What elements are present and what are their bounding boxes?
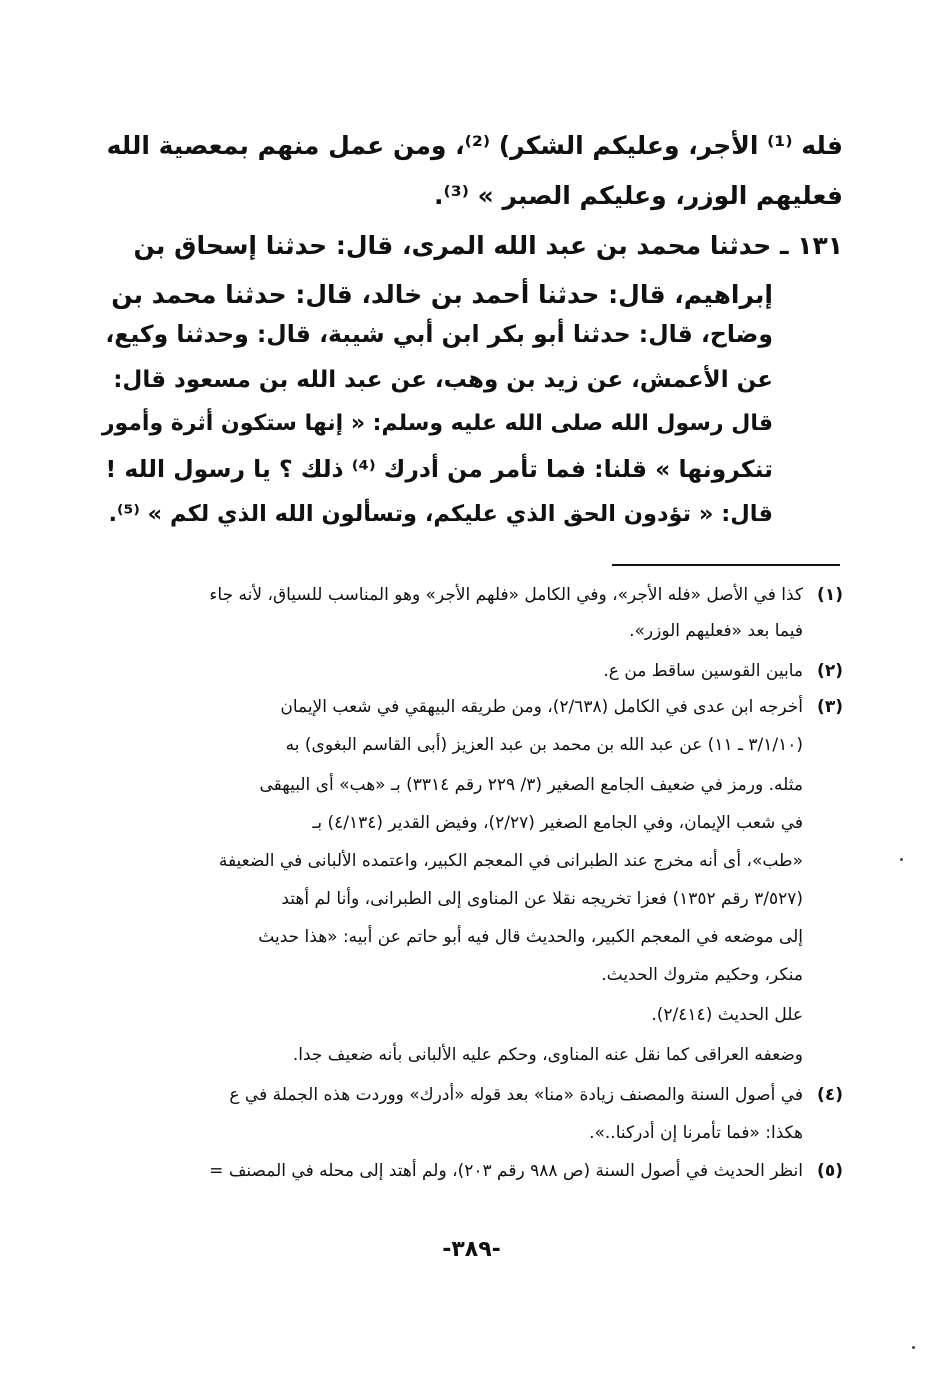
footnote-line: انظر الحديث في أصول السنة (ص ٩٨٨ رقم ٢٠٣)، ولم أهتد إلى محله في المصنف =	[209, 1161, 803, 1181]
main-text-line: تنكرونها » قلنا: فما تأمر من أدرك ⁽⁴⁾ ذلك ؟ يا رسول الله !	[105, 455, 773, 483]
footnote-number: (١)	[817, 585, 843, 605]
main-text-line: قال: « تؤدون الحق الذي عليكم، وتسألون الله الذي لكم » ⁽⁵⁾.	[108, 501, 773, 527]
footnote-line: كذا في الأصل «فله الأجر»، وفي الكامل «فلهم الأجر» وهو المناسب للسياق، لأنه جاء	[209, 585, 803, 605]
main-text-line: عن الأعمش، عن زيد بن وهب، عن عبد الله بن مسعود قال:	[113, 367, 773, 393]
main-text-line: فعليهم الوزر، وعليكم الصبر » ⁽³⁾.	[434, 181, 843, 210]
footnote-line: مثله. ورمز في ضعيف الجامع الصغير (٣/ ٢٢٩ رقم ٣٣١٤) بـ «هب» أى البيهقى	[259, 775, 803, 795]
scan-speck	[912, 1346, 915, 1349]
scan-speck	[900, 858, 903, 861]
footnote-line: (٣/٥٢٧ رقم ١٣٥٢) فعزا تخريجه نقلا عن المناوى إلى الطبرانى، وأنا لم أهتد	[281, 889, 803, 909]
footnote-line: وضعفه العراقى كما نقل عنه المناوى، وحكم عليه الألبانى بأنه ضعيف جدا.	[292, 1045, 803, 1065]
footnote-line: في أصول السنة والمصنف زيادة «منا» بعد قوله «أدرك» ووردت هذه الجملة في ع	[229, 1085, 803, 1105]
main-text-line: إبراهيم، قال: حدثنا أحمد بن خالد، قال: حدثنا محمد بن	[111, 280, 773, 309]
footnote-separator	[612, 564, 840, 566]
footnote-number: (٣)	[817, 697, 843, 717]
footnote-number: (٢)	[817, 661, 843, 681]
footnote-line: (٣/١/١٠ ـ ١١) عن عبد الله بن محمد بن عبد العزيز (أبى القاسم البغوى) به	[285, 735, 803, 755]
footnote-line: هكذا: «فما تأمرنا إن أدركنا..».	[589, 1123, 803, 1143]
main-text-line: ١٣١ ـ حدثنا محمد بن عبد الله المرى، قال: حدثنا إسحاق بن	[133, 231, 843, 260]
footnote-number: (٥)	[817, 1161, 843, 1181]
footnote-line: أخرجه ابن عدى في الكامل (٢/٦٣٨)، ومن طريقه البيهقي في شعب الإيمان	[280, 697, 803, 717]
footnote-line: «طب»، أى أنه مخرج عند الطبرانى في المعجم الكبير، واعتمده الألبانى في الضعيفة	[218, 851, 803, 871]
footnote-line: مابين القوسين ساقط من ع.	[603, 661, 803, 681]
page-number: -٣٨٩-	[442, 1237, 501, 1262]
footnote-number: (٤)	[817, 1085, 843, 1105]
main-text-line: وضاح، قال: حدثنا أبو بكر ابن أبي شيبة، قال: وحدثنا وكيع،	[105, 320, 773, 348]
footnote-line: منكر، وحكيم متروك الحديث.	[601, 965, 803, 985]
footnote-line: علل الحديث (٢/٤١٤).	[651, 1005, 803, 1025]
footnote-line: في شعب الإيمان، وفي الجامع الصغير (٢/٢٧)، وفيض القدير (٤/١٣٤) بـ	[312, 813, 803, 833]
main-text-line: فله ⁽¹⁾ الأجر، وعليكم الشكر) ⁽²⁾، ومن عمل منهم بمعصية الله	[106, 131, 843, 160]
footnote-line: فيما بعد «فعليهم الوزر».	[629, 621, 803, 641]
footnote-line: إلى موضعه في المعجم الكبير، والحديث قال فيه أبو حاتم عن أبيه: «هذا حديث	[258, 927, 803, 947]
main-text-line: قال رسول الله صلى الله عليه وسلم: « إنها ستكون أثرة وأمور	[101, 411, 773, 436]
